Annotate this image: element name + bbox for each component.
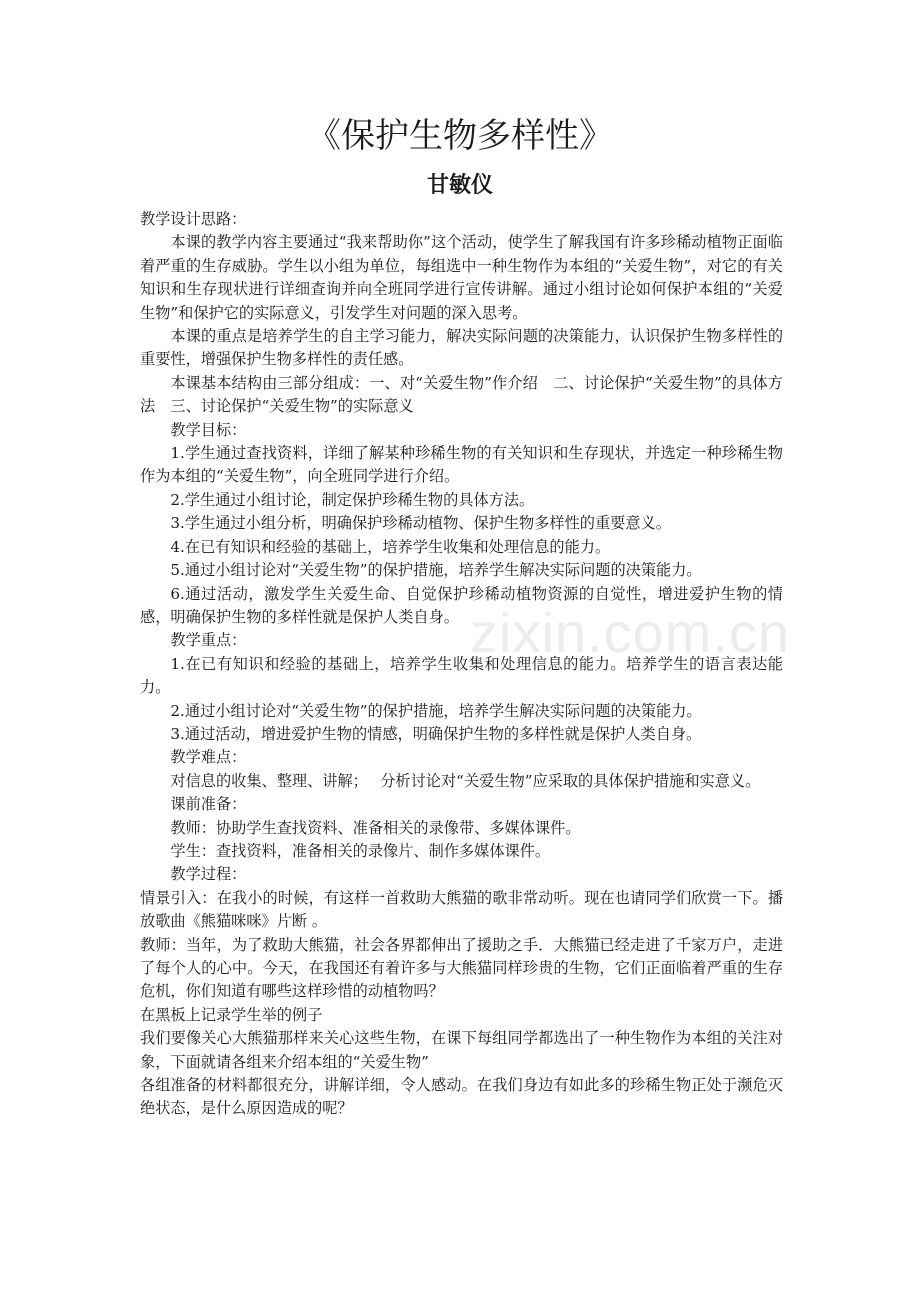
paragraph: 教师：协助学生查找资料、准备相关的录像带、多媒体课件。	[170, 818, 581, 837]
paragraph: 2.通过小组讨论对“关爱生物”的保护措施，培养学生解决实际问题的决策能力。	[170, 701, 702, 720]
paragraph: 4.在已有知识和经验的基础上，培养学生收集和处理信息的能力。	[170, 537, 611, 556]
watermark: zixin.com.cn	[470, 601, 791, 664]
paragraph: 3.通过活动，增进爱护生物的情感，明确保护生物的多样性就是保护人类自身。	[170, 724, 702, 743]
paragraph: 教学设计思路：	[140, 210, 247, 228]
paragraph: 教师：当年，为了救助大熊猫，社会各界都伸出了援助之手．大熊猫已经走进了千家万户，走进了每个人的心中。今天，在我国还有着许多与大熊猫同样珍贵的生物，它们正面临着严重的生存危机，你们知道有哪些这样珍惜的动植物吗？	[140, 935, 783, 1001]
paragraph: 我们要像关心大熊猫那样来关心这些生物，在课下每组同学都选出了一种生物作为本组的关注对象，下面就请各组来介绍本组的“关爱生物”	[140, 1029, 783, 1071]
document-body	[140, 208, 783, 1121]
paragraph: 3.学生通过小组分析，明确保护珍稀动植物、保护生物多样性的重要意义。	[170, 514, 671, 533]
author-name: 甘敏仪	[426, 172, 493, 198]
paragraph: 教学过程：	[170, 865, 247, 884]
paragraph: 教学目标：	[170, 420, 247, 439]
paragraph: 教学难点：	[170, 748, 247, 767]
paragraph: 对信息的收集、整理、讲解； 分析讨论对“关爱生物”应采取的具体保护措施和实意义。	[170, 771, 761, 790]
document-title: 《保护生物多样性》	[307, 116, 613, 156]
paragraph: 学生：查找资料，准备相关的录像片、制作多媒体课件。	[170, 841, 551, 860]
paragraph: 本课基本结构由三部分组成：一、对“关爱生物”作介绍 二、讨论保护“关爱生物”的具体方法 三、讨论保护“关爱生物”的实际意义	[140, 373, 783, 416]
paragraph: 1.学生通过查找资料，详细了解某种珍稀生物的有关知识和生存现状，并选定一种珍稀生物作为本组的“关爱生物”，向全班同学进行介绍。	[140, 444, 783, 486]
paragraph: 1.在已有知识和经验的基础上，培养学生收集和处理信息的能力。培养学生的语言表达能力。	[140, 654, 783, 697]
paragraph: 情景引入：在我小的时候，有这样一首救助大熊猫的歌非常动听。现在也请同学们欣赏一下。播放歌曲《熊猫咪咪》片断 。	[140, 888, 783, 931]
paragraph: 5.通过小组讨论对“关爱生物”的保护措施，培养学生解决实际问题的决策能力。	[170, 561, 702, 580]
paragraph: 课前准备：	[170, 795, 247, 814]
paragraph: 2.学生通过小组讨论，制定保护珍稀生物的具体方法。	[170, 490, 535, 509]
paragraph: 在黑板上记录学生举的例子	[140, 1005, 323, 1024]
paragraph: 教学重点：	[170, 631, 247, 650]
paragraph: 6.通过活动，激发学生关爱生命、自觉保护珍稀动植物资源的自觉性，增进爱护生物的情感，明确保护生物的多样性就是保护人类自身。	[140, 584, 783, 626]
paragraph: 本课的教学内容主要通过“我来帮助你”这个活动，使学生了解我国有许多珍稀动植物正面临着严重的生存威胁。学生以小组为单位，每组选中一种生物作为本组的“关爱生物”，对它的有关知识和生存现状进行详细查询并向全班同学进行宣传讲解。通过小组讨论如何保护本组的“关爱生物”和保护它的实际意义，引发学生对问题的深入思考。	[140, 233, 783, 322]
paragraph: 各组准备的材料都很充分，讲解详细，令人感动。在我们身边有如此多的珍稀生物正处于濒危灭绝状态，是什么原因造成的呢？	[140, 1076, 783, 1118]
paragraph: 本课的重点是培养学生的自主学习能力，解决实际问题的决策能力，认识保护生物多样性的重要性，增强保护生物多样性的责任感。	[140, 327, 783, 369]
